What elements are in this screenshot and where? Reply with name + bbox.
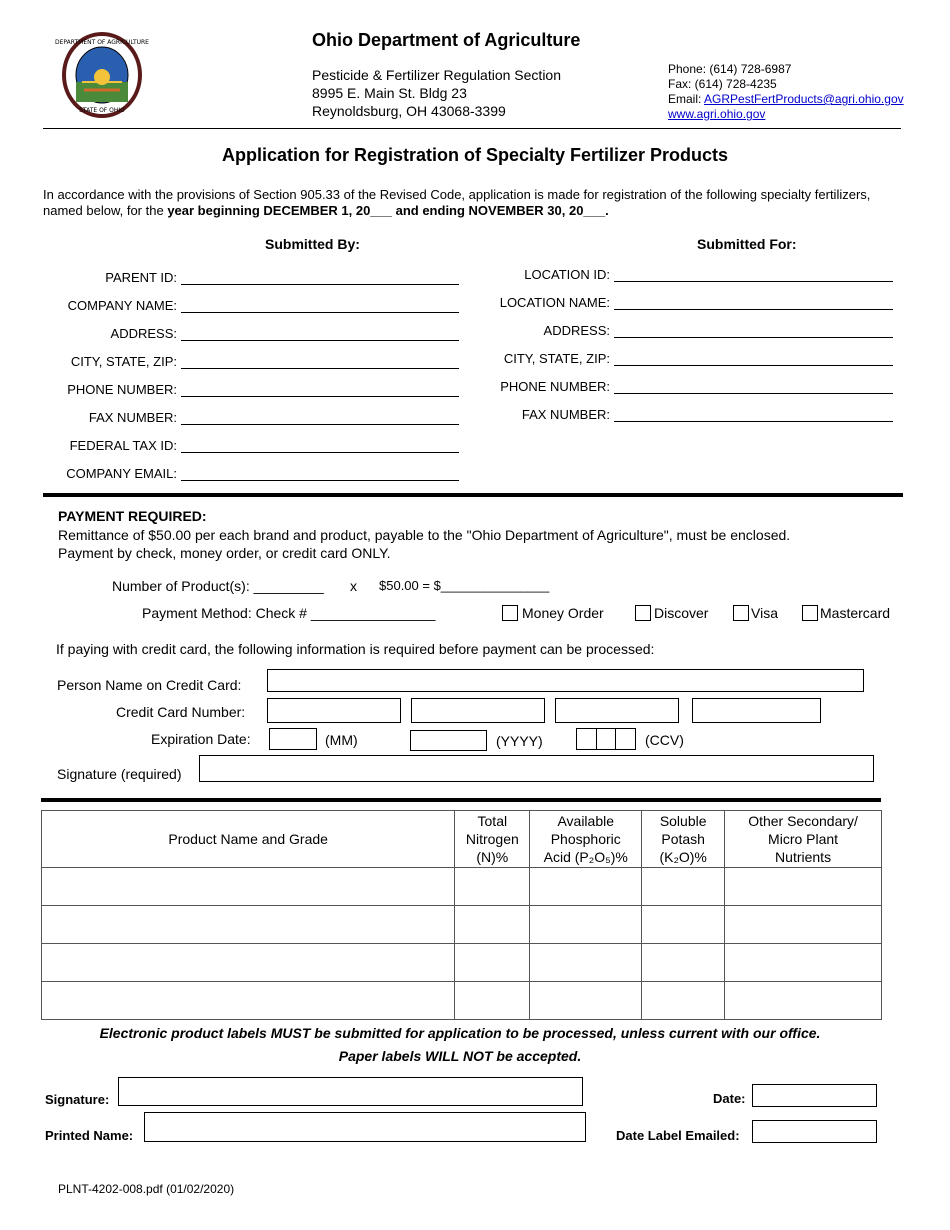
payment-text <box>58 526 898 562</box>
label-notice <box>0 1022 920 1068</box>
phosphoric-acid-header-line: Acid (P₂O₅)% <box>543 849 628 865</box>
by-fax-label: FAX NUMBER: <box>88 410 177 425</box>
for-phone-label: PHONE NUMBER: <box>500 379 610 394</box>
submitted-for-heading: Submitted For: <box>697 236 797 252</box>
date-label-emailed-label: Date Label Emailed: <box>616 1128 740 1143</box>
for-fax-input[interactable] <box>614 421 893 422</box>
for-phone-input[interactable] <box>614 393 893 394</box>
money-order-label: Money Order <box>522 605 604 621</box>
by-address-input[interactable] <box>181 340 459 341</box>
discover-checkbox[interactable] <box>635 605 651 621</box>
cc-number-input-1[interactable] <box>267 698 401 723</box>
printed-name-label: Printed Name: <box>45 1128 134 1143</box>
email-link[interactable]: AGRPestFertProducts@agri.ohio.gov <box>704 92 904 106</box>
ohio-agriculture-seal-icon <box>55 32 149 118</box>
for-city-state-zip-input[interactable] <box>614 365 893 366</box>
product-name-header-line: Product Name and Grade <box>168 831 328 847</box>
payment-line2: Payment by check, money order, or credit card ONLY. <box>58 545 391 561</box>
product-cell[interactable] <box>725 868 882 906</box>
other-nutrients-header-line: Nutrients <box>775 849 832 865</box>
product-table-body <box>42 868 882 1020</box>
payment-line1: Remittance of $50.00 per each brand and product, payable to the "Ohio Department of Agriculture", must be enclosed. <box>58 527 791 543</box>
for-address-label: ADDRESS: <box>543 323 610 338</box>
product-cell[interactable] <box>455 982 530 1020</box>
product-cell[interactable] <box>42 868 455 906</box>
visa-label: Visa <box>751 605 778 621</box>
table-row <box>42 944 882 982</box>
org-section: Pesticide & Fertilizer Regulation Section <box>312 67 562 83</box>
form-footer: PLNT-4202-008.pdf (01/02/2020) <box>58 1182 235 1196</box>
cc-name-input[interactable] <box>267 669 864 692</box>
exp-year-label: (YYYY) <box>496 733 543 749</box>
payment-title: PAYMENT REQUIRED: <box>58 508 207 524</box>
product-cell[interactable] <box>530 944 642 982</box>
by-city-state-zip-input[interactable] <box>181 368 459 369</box>
table-row <box>42 906 882 944</box>
email-label: Email: <box>668 92 705 106</box>
product-cell[interactable] <box>725 982 882 1020</box>
signature-input[interactable] <box>118 1077 583 1106</box>
ccv-label: (CCV) <box>645 732 684 748</box>
product-cell[interactable] <box>642 906 725 944</box>
price-total: $50.00 = $_______________ <box>379 578 550 593</box>
company-name-input[interactable] <box>181 312 459 313</box>
section-divider <box>43 493 903 497</box>
product-cell[interactable] <box>642 982 725 1020</box>
total-nitrogen-header-line: Nitrogen <box>465 831 519 847</box>
intro-bold: year beginning DECEMBER 1, 20___ and ending NOVEMBER 30, 20___. <box>167 203 609 218</box>
intro-paragraph <box>43 187 903 219</box>
product-cell[interactable] <box>642 944 725 982</box>
by-phone-label: PHONE NUMBER: <box>67 382 177 397</box>
by-phone-input[interactable] <box>181 396 459 397</box>
by-address-label: ADDRESS: <box>110 326 177 341</box>
ccv-input[interactable] <box>576 728 636 750</box>
org-phone: Phone: (614) 728-6987 <box>668 62 792 76</box>
phosphoric-acid-header-line: Phosphoric <box>550 831 621 847</box>
product-name-header <box>42 811 455 868</box>
cc-number-input-4[interactable] <box>692 698 821 723</box>
parent-id-label: PARENT ID: <box>105 270 177 285</box>
total-nitrogen-header-line: Total <box>477 813 508 829</box>
payment-divider <box>41 798 881 802</box>
product-table-header-row <box>42 811 882 868</box>
product-cell[interactable] <box>455 906 530 944</box>
for-fax-label: FAX NUMBER: <box>521 407 610 422</box>
credit-card-notice: If paying with credit card, the following information is required before payment can be processed: <box>56 641 655 657</box>
product-cell[interactable] <box>530 906 642 944</box>
for-city-state-zip-label: CITY, STATE, ZIP: <box>503 351 610 366</box>
check-number-field[interactable]: Payment Method: Check # ________________ <box>142 605 436 621</box>
website-link[interactable]: www.agri.ohio.gov <box>668 107 766 121</box>
phosphoric-acid-header <box>530 811 642 868</box>
product-table <box>41 810 882 1020</box>
mastercard-checkbox[interactable] <box>802 605 818 621</box>
org-street: 8995 E. Main St. Bldg 23 <box>312 85 467 101</box>
for-address-input[interactable] <box>614 337 893 338</box>
signature-label: Signature: <box>45 1092 110 1107</box>
exp-month-label: (MM) <box>325 732 358 748</box>
total-nitrogen-header <box>455 811 530 868</box>
product-cell[interactable] <box>42 982 455 1020</box>
header-divider <box>43 128 901 129</box>
cc-signature-label: Signature (required) <box>57 766 182 782</box>
money-order-checkbox[interactable] <box>502 605 518 621</box>
product-cell[interactable] <box>642 868 725 906</box>
product-cell[interactable] <box>42 944 455 982</box>
location-name-label: LOCATION NAME: <box>499 295 610 310</box>
product-cell[interactable] <box>455 944 530 982</box>
table-row <box>42 982 882 1020</box>
printed-name-input[interactable] <box>144 1112 586 1142</box>
submitted-by-heading: Submitted By: <box>265 236 360 252</box>
by-city-state-zip-label: CITY, STATE, ZIP: <box>70 354 177 369</box>
seal-text-bottom: STATE OF OHIO <box>79 107 125 114</box>
intro-text: In accordance with the provisions of Section 905.33 of the Revised Code, application is made for registration of the following specialty fertilizers, named below, for the <box>43 187 871 218</box>
label-notice-line1: Electronic product labels MUST be submitted for application to be processed, unless current with our office. <box>99 1025 821 1041</box>
product-cell[interactable] <box>530 982 642 1020</box>
discover-label: Discover <box>654 605 709 621</box>
cc-signature-input[interactable] <box>199 755 874 782</box>
company-name-label: COMPANY NAME: <box>67 298 177 313</box>
cc-number-input-3[interactable] <box>555 698 679 723</box>
expiration-label: Expiration Date: <box>151 731 251 747</box>
page-title: Application for Registration of Specialty Fertilizer Products <box>221 145 729 165</box>
soluble-potash-header <box>642 811 725 868</box>
product-cell[interactable] <box>725 944 882 982</box>
product-cell[interactable] <box>455 868 530 906</box>
federal-tax-id-label: FEDERAL TAX ID: <box>69 438 177 453</box>
product-cell[interactable] <box>42 906 455 944</box>
num-products-field[interactable]: Number of Product(s): _________ <box>112 578 324 594</box>
org-contact <box>668 62 904 122</box>
by-fax-input[interactable] <box>181 424 459 425</box>
total-nitrogen-header-line: (N)% <box>476 849 509 865</box>
exp-month-input[interactable] <box>269 728 317 750</box>
soluble-potash-header-line: Potash <box>661 831 705 847</box>
cc-number-input-2[interactable] <box>411 698 545 723</box>
cc-name-label: Person Name on Credit Card: <box>57 677 242 693</box>
org-name: Ohio Department of Agriculture <box>312 30 581 50</box>
label-notice-line2: Paper labels WILL NOT be accepted. <box>338 1048 582 1064</box>
soluble-potash-header-line: Soluble <box>659 813 707 829</box>
date-label: Date: <box>713 1091 746 1106</box>
location-name-input[interactable] <box>614 309 893 310</box>
other-nutrients-header <box>725 811 882 868</box>
product-cell[interactable] <box>725 906 882 944</box>
times-symbol: x <box>350 578 357 594</box>
parent-id-input[interactable] <box>181 284 459 285</box>
visa-checkbox[interactable] <box>733 605 749 621</box>
federal-tax-id-input[interactable] <box>181 452 459 453</box>
company-email-label: COMPANY EMAIL: <box>66 466 177 481</box>
date-input[interactable] <box>752 1084 877 1107</box>
phosphoric-acid-header-line: Available <box>557 813 615 829</box>
table-row <box>42 868 882 906</box>
location-id-label: LOCATION ID: <box>524 267 610 282</box>
exp-year-input[interactable] <box>410 730 487 751</box>
date-label-emailed-input[interactable] <box>752 1120 877 1143</box>
company-email-input[interactable] <box>181 480 459 481</box>
org-fax: Fax: (614) 728-4235 <box>668 77 777 91</box>
org-city: Reynoldsburg, OH 43068-3399 <box>312 103 506 119</box>
product-cell[interactable] <box>530 868 642 906</box>
soluble-potash-header-line: (K₂O)% <box>659 849 707 865</box>
other-nutrients-header-line: Other Secondary/ <box>748 813 858 829</box>
org-address <box>312 66 561 120</box>
location-id-input[interactable] <box>614 281 893 282</box>
mastercard-label: Mastercard <box>820 605 891 621</box>
other-nutrients-header-line: Micro Plant <box>768 831 839 847</box>
seal-text-top: DEPARTMENT OF AGRICULTURE <box>55 39 149 46</box>
cc-number-label: Credit Card Number: <box>116 704 246 720</box>
